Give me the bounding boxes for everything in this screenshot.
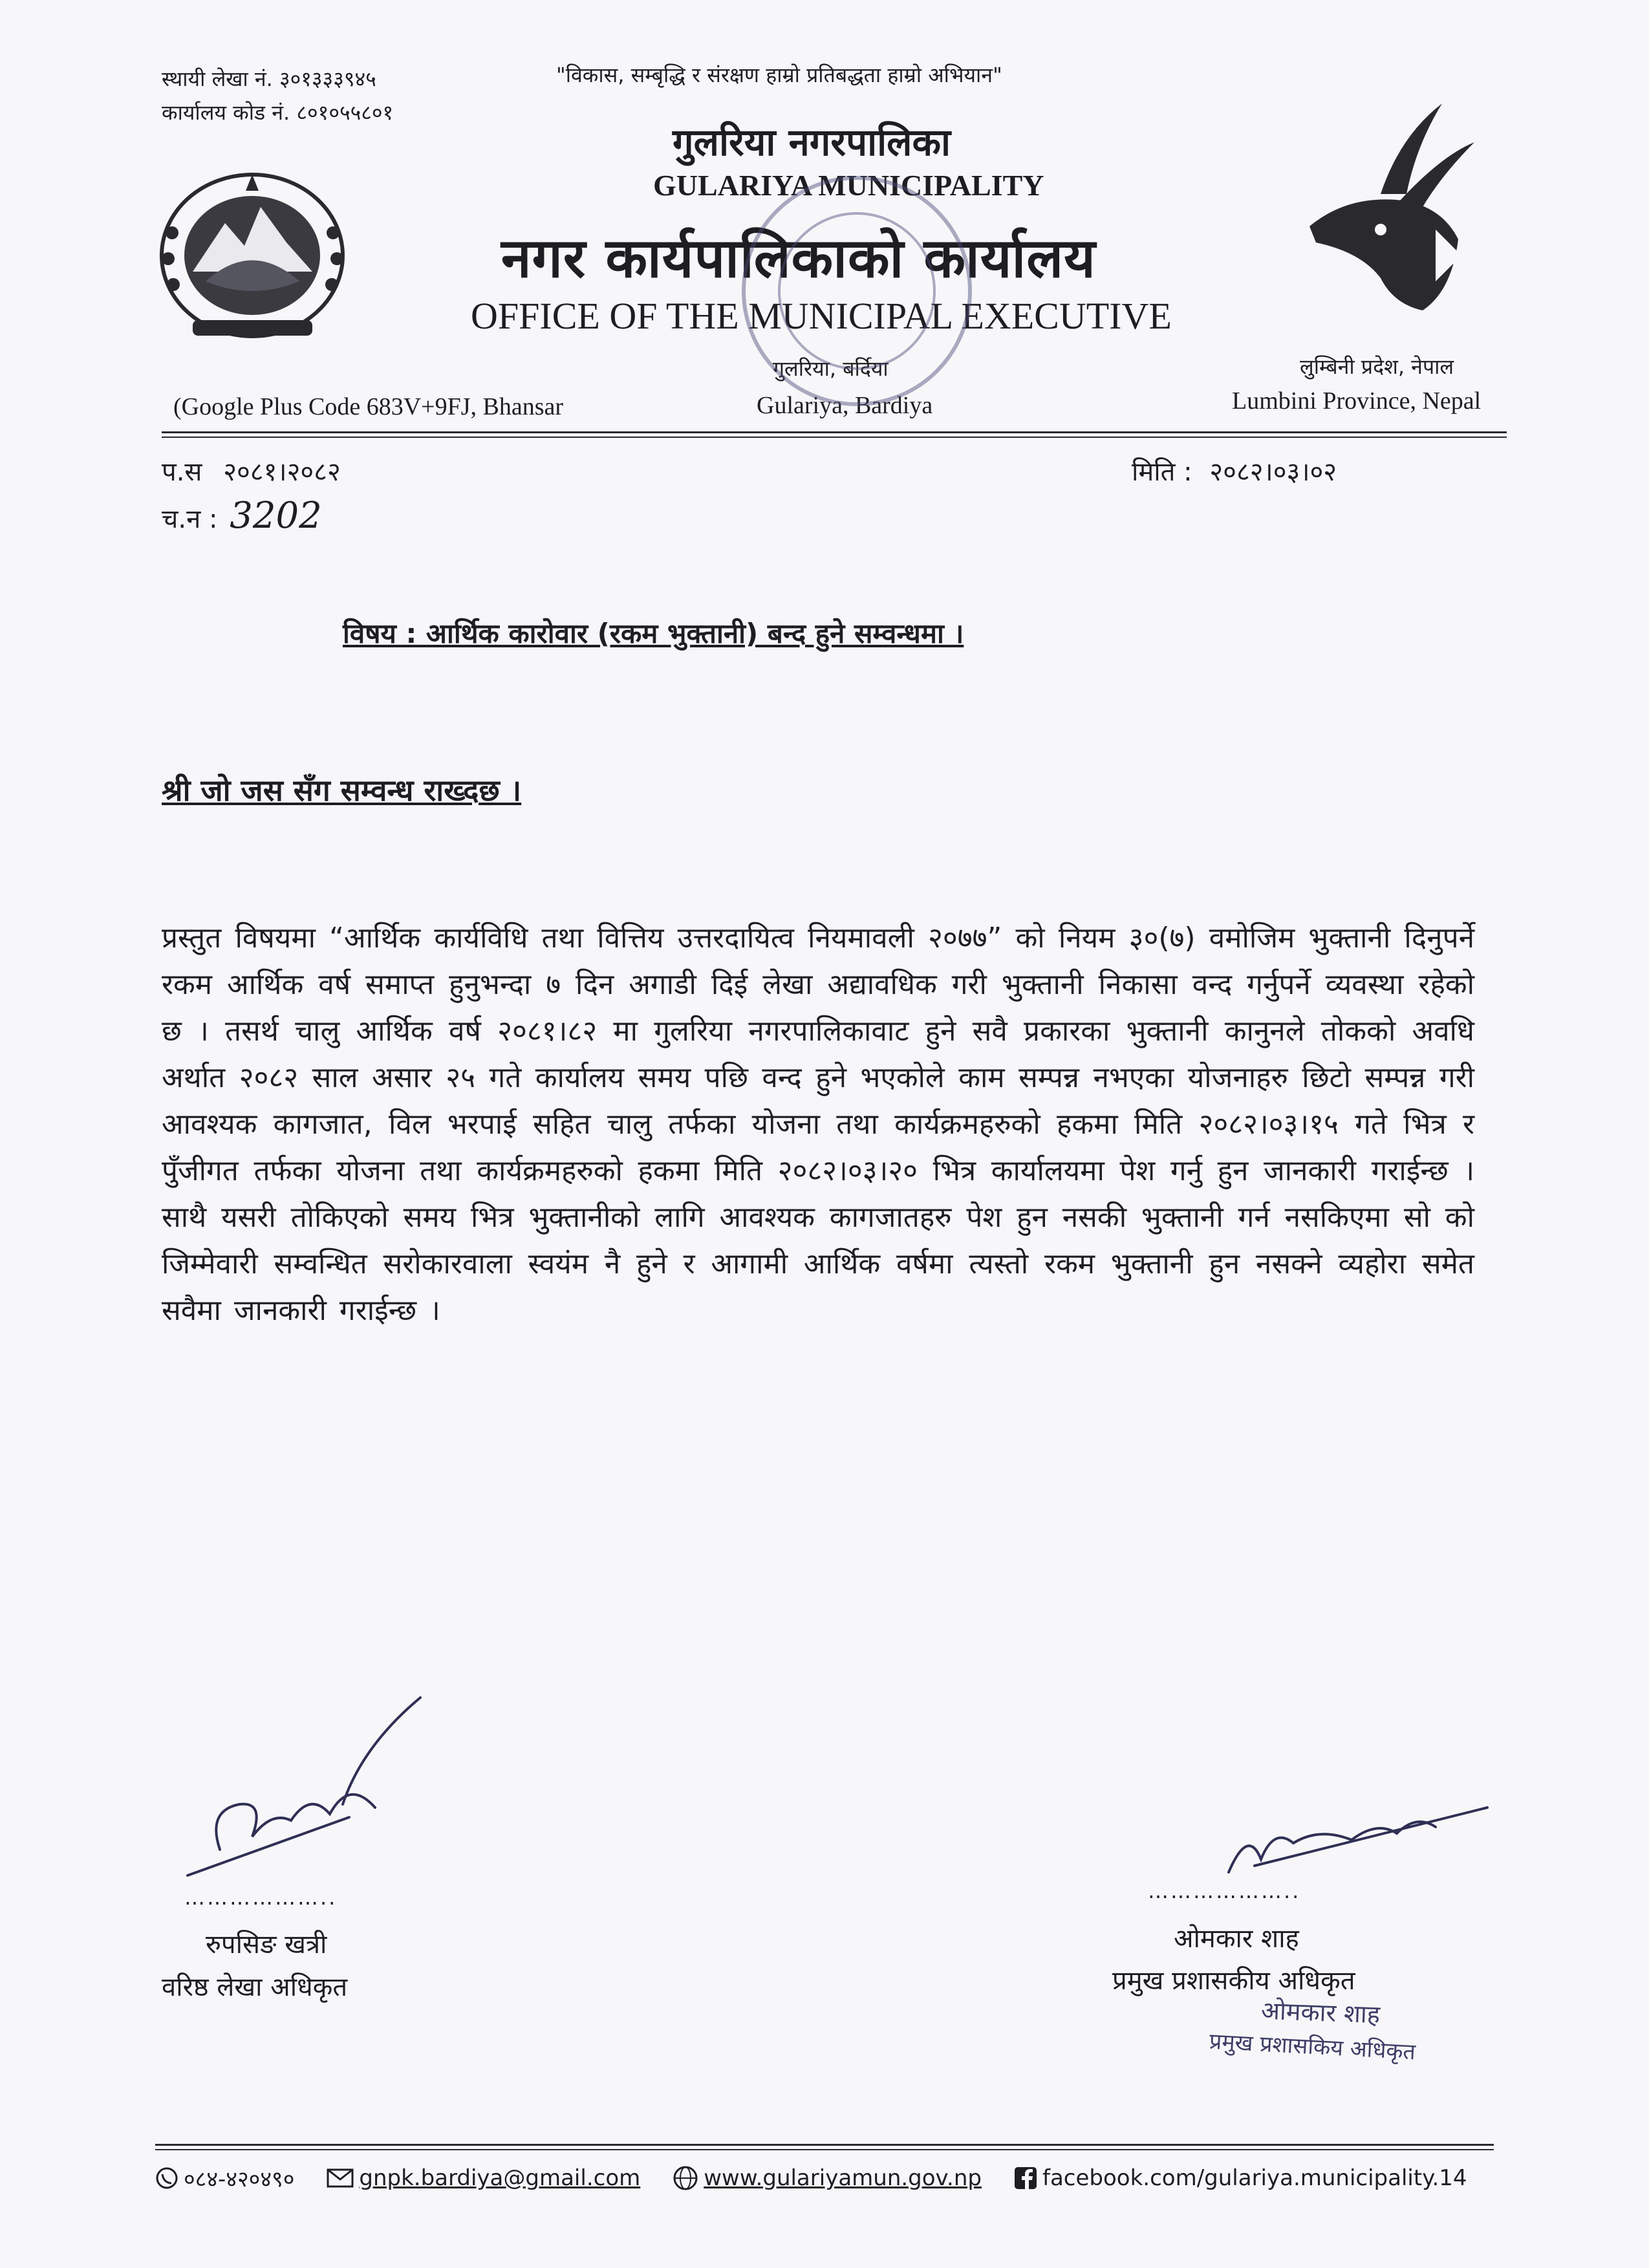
stamp-title: प्रमुख प्रशासकिय अधिकृत — [1209, 2028, 1416, 2066]
dispatch-label: च.न : — [162, 504, 218, 534]
phone-number: ०८४-४२०४९० — [184, 2166, 295, 2192]
letter-body: प्रस्तुत विषयमा “आर्थिक कार्यविधि तथा वित्तिय उत्तरदायित्व नियमावली २०७७” को नियम ३०(७) वमोजिम भुक्तानी दिनुपर्ने रकम आर्थिक वर्ष समाप्त हुनुभन्दा ७ दिन अगाडी दिई लेखा अद्यावधिक गरी भुक्तानी निकासा वन्द गर्नुपर्ने व्यवस्था रहेको छ । तसर्थ चालु आर्थिक वर्ष २०८१।८२ मा गुलरिया नगरपालिकावाट हुने सवै प्रकारका भुक्तानी कानुनले तोकको अवधि अर्थात २०८२ साल असार २५ गते कार्यालय समय पछि वन्द हुने भएकोले काम सम्पन्न नभएका योजनाहरु छिटो सम्पन्न गरी आवश्यक कागजात, विल भरपाई सहित चालु तर्फका योजना तथा कार्यक्रमहरुको हकमा मिति २०८२।०३।१५ गते भित्र र पुँजीगत तर्फका योजना तथा कार्यक्रमहरुको हकमा मिति २०८२।०३।२० भित्र कार्यालयमा पेश गर्नु हुन जानकारी गराईन्छ । साथै यसरी तोकिएको समय भित्र भुक्तानीको लागि आवश्यक कागजातहरु पेश हुन नसकी भुक्तानी गर्न नसकिएमा सो को जिम्मेवारी सम्वन्धित सरोकारवाला स्वयंम नै हुने र आगामी आर्थिक वर्षमा त्यस्तो रकम भुक्तानी हुन नसक्ने व्यहोरा समेत सवैमा जानकारी गराईन्छ । — [162, 922, 1474, 1327]
office-name-nepali: नगर कार्यपालिकाको कार्यालय — [501, 226, 1096, 290]
footer-divider-second — [155, 2149, 1494, 2150]
left-signature-icon — [181, 1694, 440, 1888]
office-name-english: OFFICE OF THE MUNICIPAL EXECUTIVE — [471, 295, 1172, 337]
mail-icon — [327, 2168, 354, 2188]
office-code: कार्यालय कोड नं. ८०१०५५८०१ — [162, 100, 394, 125]
header-divider-second — [162, 437, 1507, 438]
website-link[interactable]: www.gulariyamun.gov.np — [704, 2165, 982, 2191]
province-english: Lumbini Province, Nepal — [1232, 387, 1482, 415]
municipality-name-nepali: गुलरिया नगरपालिका — [673, 120, 951, 164]
reference-label: प.स — [162, 457, 202, 487]
footer-website[interactable] — [673, 2165, 982, 2191]
facebook-link[interactable]: facebook.com/gulariya.municipality.14 — [1042, 2165, 1467, 2191]
slogan: "विकास, सम्बृद्धि र संरक्षण हाम्रो प्रतिबद्धता हाम्रो अभियान" — [556, 63, 1002, 87]
stamp-name: ओमकार शाह — [1260, 1996, 1381, 2029]
right-signatory-name: ओमकार शाह — [1174, 1924, 1299, 1954]
permanent-account-number: स्थायी लेखा नं. ३०१३३३९४५ — [162, 67, 376, 91]
phone-icon — [155, 2166, 178, 2190]
salutation: श्री जो जस सँग सम्वन्ध राख्दछ । — [162, 773, 522, 808]
right-signatory-title: प्रमुख प्रशासकीय अधिकृत — [1112, 1966, 1355, 1996]
municipality-name-english: GULARIYA MUNICIPALITY — [653, 169, 1044, 202]
location-english: Gulariya, Bardiya — [757, 392, 933, 419]
footer-divider — [155, 2144, 1494, 2146]
footer-phone — [155, 2163, 294, 2193]
footer-contacts — [155, 2163, 1487, 2193]
dispatch-value: 3202 — [230, 495, 322, 537]
email-link[interactable]: gnpk.bardiya@gmail.com — [359, 2165, 641, 2191]
left-signature-dots: ……………….. — [184, 1885, 338, 1910]
reference-value: २०८१।२०८२ — [223, 457, 341, 487]
footer-facebook[interactable] — [1014, 2165, 1467, 2191]
province-nepali: लुम्बिनी प्रदेश, नेपाल — [1300, 354, 1454, 379]
left-signatory-name: रुपसिङ खत्री — [206, 1930, 327, 1960]
footer-email[interactable] — [327, 2165, 640, 2191]
dispatch-number — [162, 495, 322, 537]
right-signature-icon — [1222, 1788, 1494, 1879]
reference-number — [162, 453, 341, 488]
facebook-icon — [1014, 2166, 1037, 2190]
letter-date — [1132, 453, 1337, 488]
office-stamp-icon — [734, 168, 980, 414]
subject-line: विषय : आर्थिक कारोवार (रकम भुक्तानी) बन्द हुने सम्वन्धमा । — [343, 618, 964, 649]
left-signatory-title: वरिष्ठ लेखा अधिकृत — [162, 1972, 348, 2002]
nepal-emblem-icon — [154, 162, 351, 346]
location-nepali: गुलरिया, बर्दिया — [773, 356, 889, 381]
date-value: २०८२।०३।०२ — [1209, 457, 1337, 487]
date-label: मिति : — [1132, 457, 1192, 487]
blackbuck-logo-icon — [1303, 97, 1484, 320]
header-divider — [162, 431, 1507, 433]
right-signature-dots: ……………….. — [1148, 1879, 1301, 1903]
globe-icon — [673, 2165, 698, 2191]
google-plus-code: (Google Plus Code 683V+9FJ, Bhansar — [173, 393, 564, 420]
